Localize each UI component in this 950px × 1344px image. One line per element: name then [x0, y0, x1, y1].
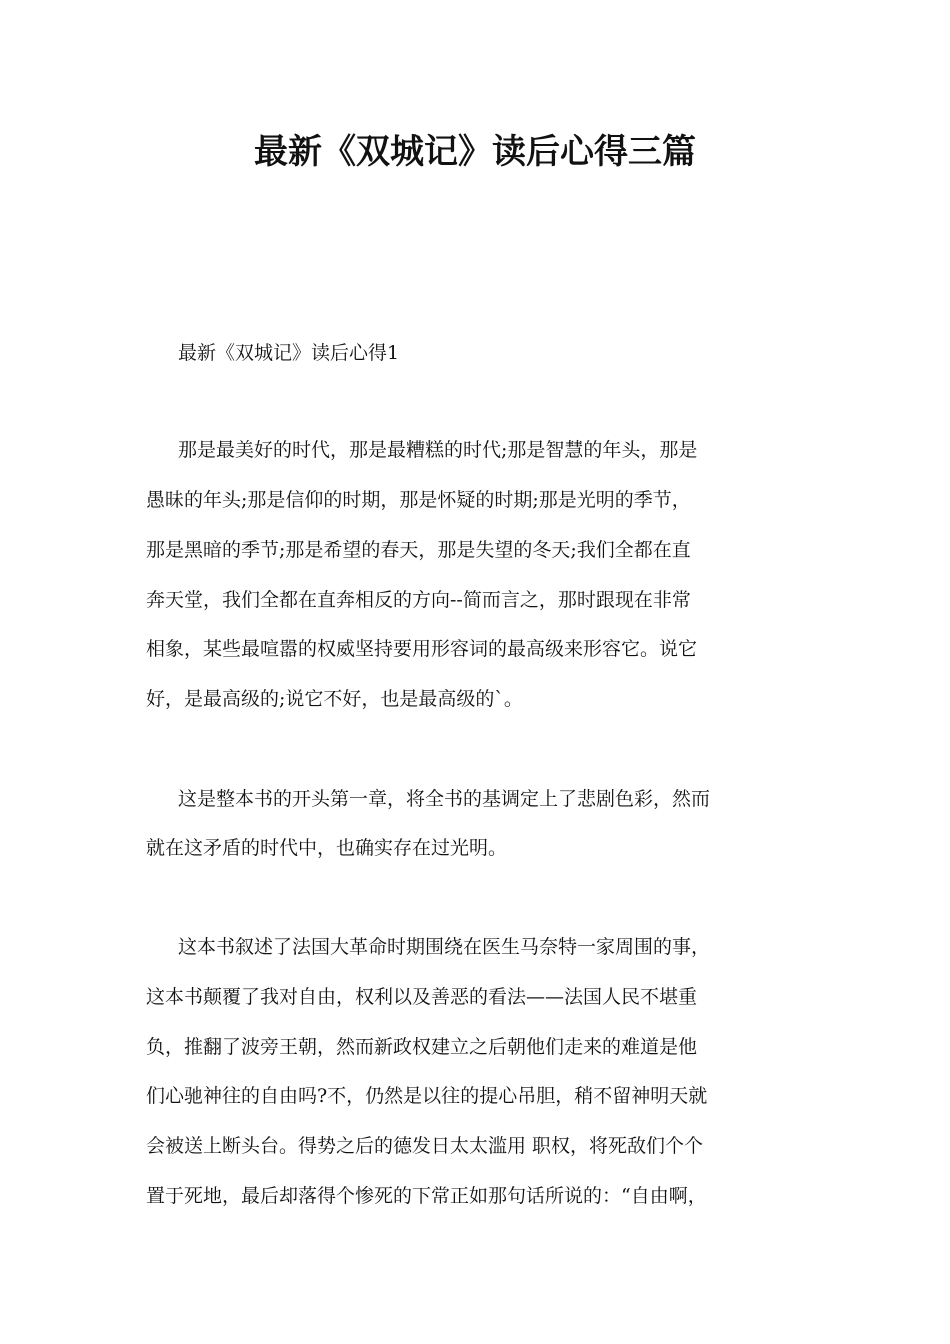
paragraph-line: 就在这矛盾的时代中，也确实存在过光明。: [146, 837, 508, 859]
paragraph-line: 负，推翻了波旁王朝，然而新政权建立之后朝他们走来的难道是他: [146, 1036, 698, 1058]
paragraph-line: 相象，某些最喧嚣的权威坚持要用形容词的最高级来形容它。说它: [146, 638, 698, 660]
paragraph-line: 愚昧的年头;那是信仰的时期，那是怀疑的时期;那是光明的季节，: [146, 489, 691, 511]
paragraph-line: 这本书叙述了法国大革命时期围绕在医生马奈特一家周围的事，: [178, 936, 711, 958]
document-title: 最新《双城记》读后心得三篇: [254, 132, 696, 172]
section-heading: 最新《双城记》读后心得1: [178, 342, 400, 364]
paragraph-line: 那是黑暗的季节;那是希望的春天，那是失望的冬天;我们全都在直: [146, 539, 691, 561]
paragraph-line: 好，是最高级的;说它不好，也是最高级的`。: [146, 688, 523, 710]
paragraph-line: 这是整本书的开头第一章，将全书的基调定上了悲剧色彩，然而: [178, 788, 711, 810]
paragraph-line: 这本书颠覆了我对自由，权利以及善恶的看法——法国人民不堪重: [146, 986, 698, 1008]
paragraph-line: 们心驰神往的自由吗?不，仍然是以往的提心吊胆，稍不留神明天就: [146, 1085, 708, 1107]
paragraph-line: 会被送上断头台。得势之后的德发日太太滥用 职权，将死敌们个个: [146, 1135, 704, 1157]
paragraph-line: 那是最美好的时代，那是最糟糕的时代;那是智慧的年头，那是: [178, 439, 698, 461]
paragraph-line: 奔天堂，我们全都在直奔相反的方向--简而言之，那时跟现在非常: [146, 589, 691, 611]
paragraph-line: 置于死地，最后却落得个惨死的下常正如那句话所说的：“自由啊，: [146, 1185, 707, 1207]
